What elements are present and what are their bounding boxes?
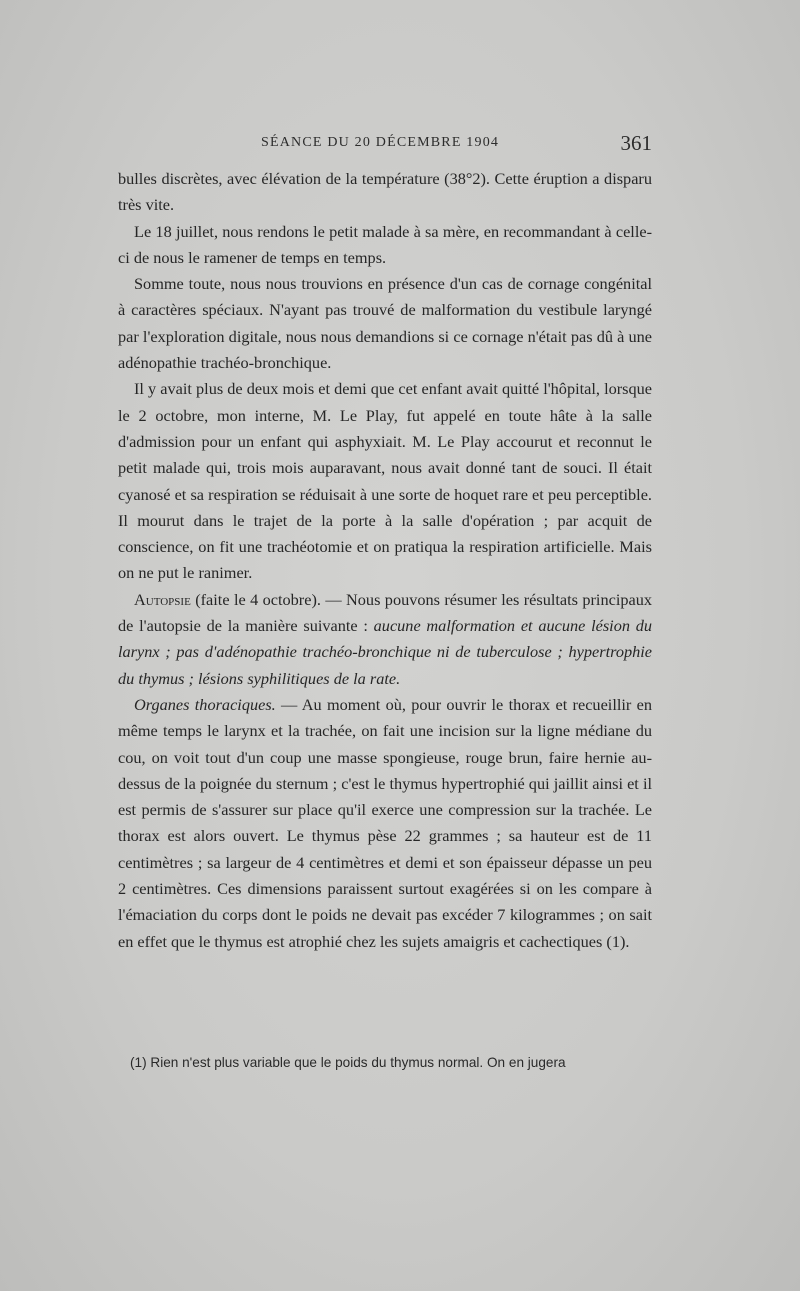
autopsie-text: (faite le 4 octobre). — Nous pouvons résumer les résultats principaux de l'autopsie de la manière suivante : <box>118 589 652 636</box>
paragraph-2: Le 18 juillet, nous rendons le petit malade à sa mère, en recommandant à celle-ci de nous le ramener de temps en temps. <box>118 221 652 267</box>
running-title: SÉANCE DU 20 DÉCEMBRE 1904 <box>261 135 500 150</box>
body-text <box>118 166 652 955</box>
organes-text: — Au moment où, pour ouvrir le thorax et recueillir en même temps le larynx et la trachée, on fait une incision sur la ligne médiane du cou, on voit tout d'un coup une masse spongieuse, rouge brun, faire hernie au-dessus de la poignée du sternum ; c'est le thymus hypertrophié qui jaillit ainsi et il est permis de s'assurer sur place qu'il exerce une compression sur la trachée. Le thorax est alors ouvert. Le thymus pèse 22 grammes ; sa hauteur est de 11 centimètres ; sa largeur de 4 centimètres et demi et son épaisseur dépasse un peu 2 centimètres. Ces dimensions paraissent surtout exagérées si on les compare à l'émaciation du corps dont le poids ne devait pas excéder 7 kilogrammes ; on sait en effet que le thymus est atrophié chez les sujets amaigris et cachectiques (1). <box>118 694 652 951</box>
autopsie-lead: Autopsie <box>134 589 191 609</box>
paragraph-3: Somme toute, nous nous trouvions en présence d'un cas de cornage congénital à caractères spéciaux. N'ayant pas trouvé de malformation du vestibule laryngé par l'exploration digitale, nous nous demandions si ce cornage n'était pas dû à une adénopathie trachéo-bronchique. <box>118 274 652 373</box>
paragraph-4: Il y avait plus de deux mois et demi que cet enfant avait quitté l'hôpital, lorsque le 2 octobre, mon interne, M. Le Play, fut appelé en toute hâte à la salle d'admission pour un enfant qui asphyxiait. M. Le Play accourut et reconnut le petit malade qui, trois mois auparavant, nous avait donné tant de souci. Il était cyanosé et sa respiration se réduisait à une sorte de hoquet rare et peu perceptible. Il mourut dans le trajet de la porte à la salle d'opération ; par acquit de conscience, on fit une trachéotomie et on pratiqua la respiration artificielle. Mais on ne put le ranimer. <box>118 379 652 583</box>
autopsie-summary: aucune malformation et aucune lésion du larynx ; pas d'adénopathie trachéo-bronchique ni de tuberculose ; hypertrophie du thymus ; lésions syphilitiques de la rate. <box>118 616 653 688</box>
page-header <box>118 131 652 159</box>
paragraph-1: bulles discrètes, avec élévation de la température (38°2). Cette éruption a disparu très vite. <box>118 169 652 215</box>
footnote: (1) Rien n'est plus variable que le poids du thymus normal. On en jugera <box>130 1055 566 1070</box>
paragraph-autopsie <box>118 587 652 692</box>
page-number: 361 <box>620 131 652 155</box>
organes-lead: Organes thoraciques. <box>134 694 276 714</box>
paragraph-organes <box>118 692 652 955</box>
